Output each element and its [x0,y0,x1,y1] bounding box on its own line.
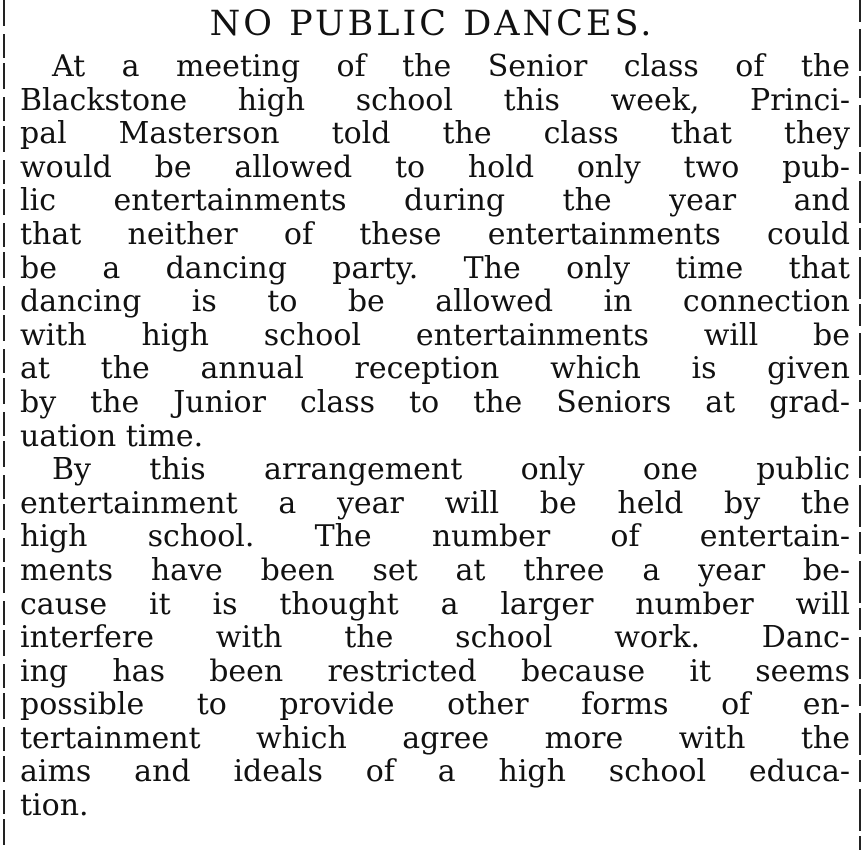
article-line: would be allowed to hold only two pub- [20,149,850,185]
article-line: tertainment which agree more with the [20,720,850,756]
article-line: ments have been set at three a year be- [20,552,850,588]
article-line: ing has been restricted because it seems [20,653,850,689]
article-body [20,50,850,823]
article-headline: NO PUBLIC DANCES. [209,4,655,44]
article-line: dancing is to be allowed in connection [20,284,850,320]
article-line: tion. [20,788,89,824]
article-line: with high school entertainments will be [20,317,850,353]
article-line: by the Junior class to the Seniors at grad- [20,384,850,420]
article-line: lic entertainments during the year and [20,183,850,219]
article-line: Blackstone high school this week, Princi- [20,82,850,118]
article-line: pal Masterson told the class that they [20,116,850,152]
article-line: possible to provide other forms of en- [20,687,850,723]
article-line: cause it is thought a larger number will [20,586,850,622]
right-column-rule [859,0,861,850]
article-line: uation time. [20,418,204,454]
article-line: aims and ideals of a high school educa- [20,754,850,790]
article-line: that neither of these entertainments could [20,216,850,252]
article-line: high school. The number of entertain- [20,519,850,555]
article-line: be a dancing party. The only time that [20,250,850,286]
article-line: By this arrangement only one public [52,452,850,488]
left-column-rule [3,0,5,850]
article-line: interfere with the school work. Danc- [20,620,850,656]
article-line: entertainment a year will be held by the [20,485,850,521]
article-line: at the annual reception which is given [20,351,850,387]
article-line: At a meeting of the Senior class of the [52,49,850,84]
